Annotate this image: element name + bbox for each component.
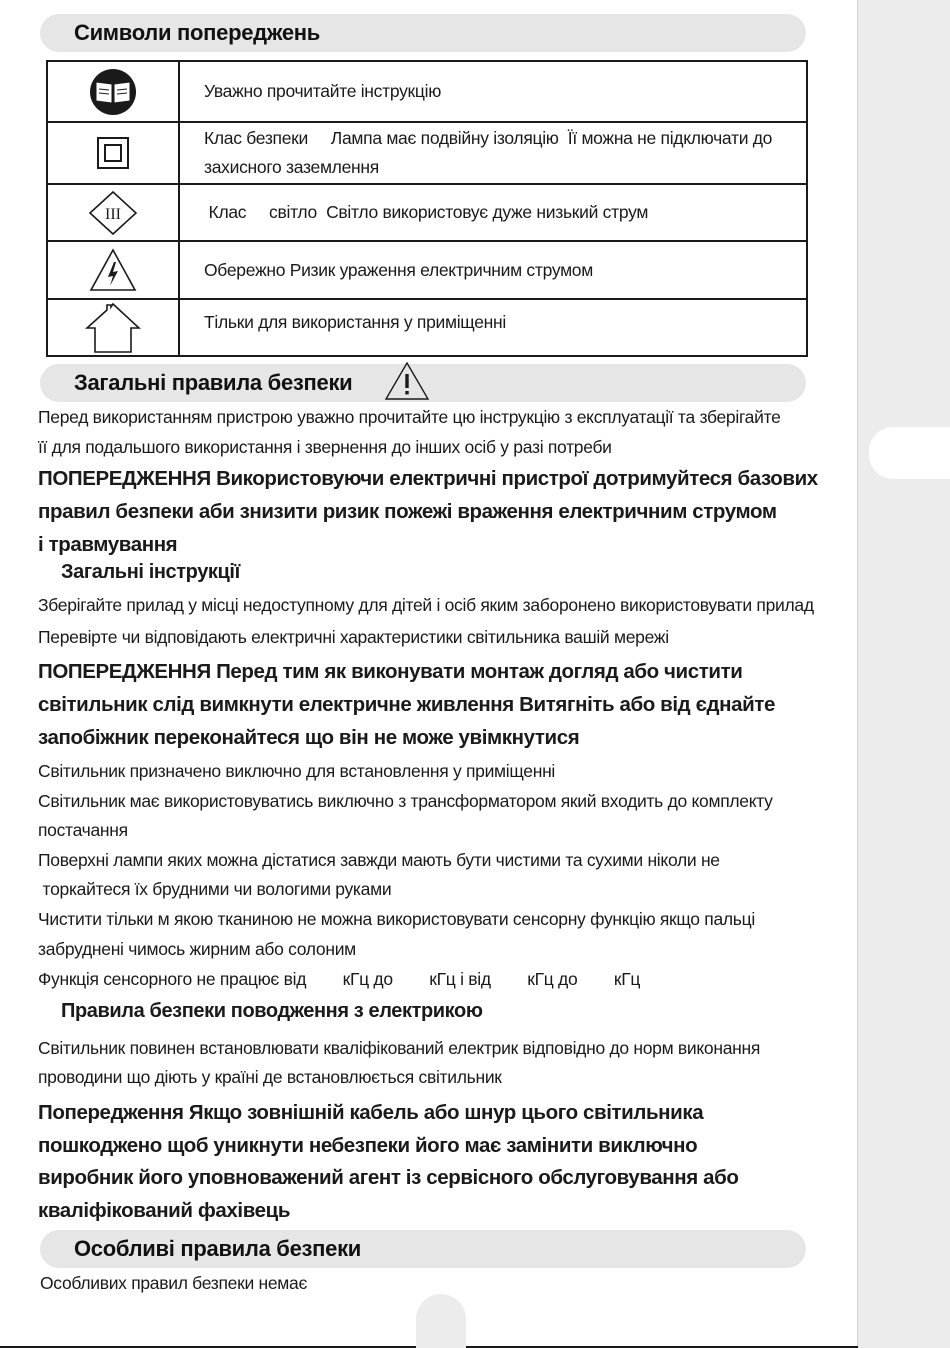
symbol-text-cell: [179, 299, 807, 356]
symbol-description: Тільки для використання у приміщенні: [204, 312, 506, 332]
symbol-description-continued: захисного заземлення: [204, 157, 379, 177]
symbol-description: Уважно прочитайте інструкцію: [204, 81, 442, 101]
warning-fire-line: і травмування: [38, 533, 178, 556]
general-instructions-title: Загальні інструкції: [61, 561, 240, 583]
symbol-icon-cell: [47, 299, 179, 356]
electrical-safety-title: Правила безпеки поводження з електрикою: [61, 1000, 483, 1022]
class-iii-icon: [88, 190, 138, 236]
warning-power-line: запобіжник переконайтеся що він не може увімкнутися: [38, 726, 580, 749]
symbol-description: Обережно Ризик ураження електричним струмом: [204, 259, 593, 280]
read-manual-icon: [87, 69, 139, 115]
instruction-transformer: Світильник має використовуватись виключно з трансформатором який входить до комплекту: [38, 791, 773, 811]
instruction-cleaning: забруднені чимось жирним або солоним: [38, 939, 356, 959]
instruction-electrician: проводини що діють у країні де встановлюється світильник: [38, 1067, 502, 1087]
section-bar-general: [40, 364, 806, 402]
symbol-row: [47, 61, 807, 122]
warning-power-line: ПОПЕРЕДЖЕННЯ Перед тим як виконувати монтаж догляд або чистити: [38, 660, 743, 683]
indoor-use-icon: [85, 302, 141, 354]
general-intro-line: її для подальшого використання і звернення до інших осіб у разі потреби: [38, 437, 612, 457]
instruction-indoor-only: Світильник призначено виключно для встановлення у приміщенні: [38, 761, 556, 781]
instruction-electrician: Світильник повинен встановлювати кваліфікований електрик відповідно до норм виконання: [38, 1038, 761, 1058]
general-intro-line: Перед використанням пристрою уважно прочитайте цю інструкцію з експлуатації та зберігайте: [38, 407, 781, 427]
instruction-sensor-frequency: Функція сенсорного не працює від кГц до кГц і від кГц до кГц: [38, 969, 641, 989]
section-title-special: Особливі правила безпеки: [74, 1236, 362, 1261]
symbol-text-cell: [179, 184, 807, 241]
symbol-icon-cell: [47, 122, 179, 184]
symbol-description: Клас безпеки Лампа має подвійну ізоляцію Її можна не підключати до: [204, 128, 773, 148]
instruction-surfaces: Поверхні лампи яких можна дістатися завжди мають бути чистими та сухими ніколи не: [38, 850, 720, 870]
warning-cable-line: виробник його уповноважений агент із сервісного обслуговування або: [38, 1166, 739, 1189]
section-title-general: Загальні правила безпеки: [74, 370, 353, 395]
section-title-symbols: Символи попереджень: [74, 20, 320, 45]
symbol-text-cell: [179, 241, 807, 299]
instruction-surfaces: торкайтеся їх брудними чи вологими руками: [38, 879, 392, 899]
symbol-row: [47, 299, 807, 356]
section-bar-special: [40, 1230, 806, 1268]
chapter-tab: [869, 427, 950, 479]
symbol-row: [47, 241, 807, 299]
symbol-row: [47, 184, 807, 241]
warning-fire-line: правил безпеки аби знизити ризик пожежі враження електричним струмом: [38, 500, 777, 523]
symbol-description: Клас світло Світло використовує дуже низький струм: [204, 202, 649, 222]
special-rules-text: Особливих правил безпеки немає: [40, 1273, 308, 1293]
warning-fire-line: ПОПЕРЕДЖЕННЯ Використовуючи електричні пристрої дотримуйтеся базових: [38, 467, 818, 490]
class-iii-label: III: [105, 205, 121, 223]
side-strip-border: [857, 0, 858, 1348]
warning-cable-line: Попередження Якщо зовнішній кабель або шнур цього світильника: [38, 1101, 704, 1124]
double-insulation-icon: [96, 136, 130, 170]
electric-shock-warning-icon: [89, 248, 137, 292]
instruction-cleaning: Чистити тільки м якою тканиною не можна використовувати сенсорну функцію якщо пальці: [38, 909, 755, 929]
warning-cable-line: пошкоджено щоб уникнути небезпеки його має замінити виключно: [38, 1134, 698, 1157]
warning-triangle-icon: [384, 361, 430, 401]
instruction-keep-away: Зберігайте прилад у місці недоступному для дітей і осіб яким заборонено використовувати прилад: [38, 595, 814, 615]
section-bar-symbols: [40, 14, 806, 52]
warning-power-line: світильник слід вимкнути електричне живлення Витягніть або від єднайте: [38, 693, 775, 716]
instruction-check-voltage: Перевірте чи відповідають електричні характеристики світильника вашій мережі: [38, 627, 669, 647]
symbol-icon-cell: [47, 241, 179, 299]
symbol-row: [47, 122, 807, 184]
symbol-text-cell: [179, 61, 807, 122]
page-number-tab: [416, 1294, 466, 1348]
symbol-icon-cell: [47, 61, 179, 122]
symbols-table: [46, 60, 808, 357]
instruction-transformer: постачання: [38, 820, 128, 840]
warning-cable-line: кваліфікований фахівець: [38, 1199, 291, 1222]
symbol-text-cell: [179, 122, 807, 184]
symbol-icon-cell: [47, 184, 179, 241]
page-side-strip: [858, 0, 950, 1348]
